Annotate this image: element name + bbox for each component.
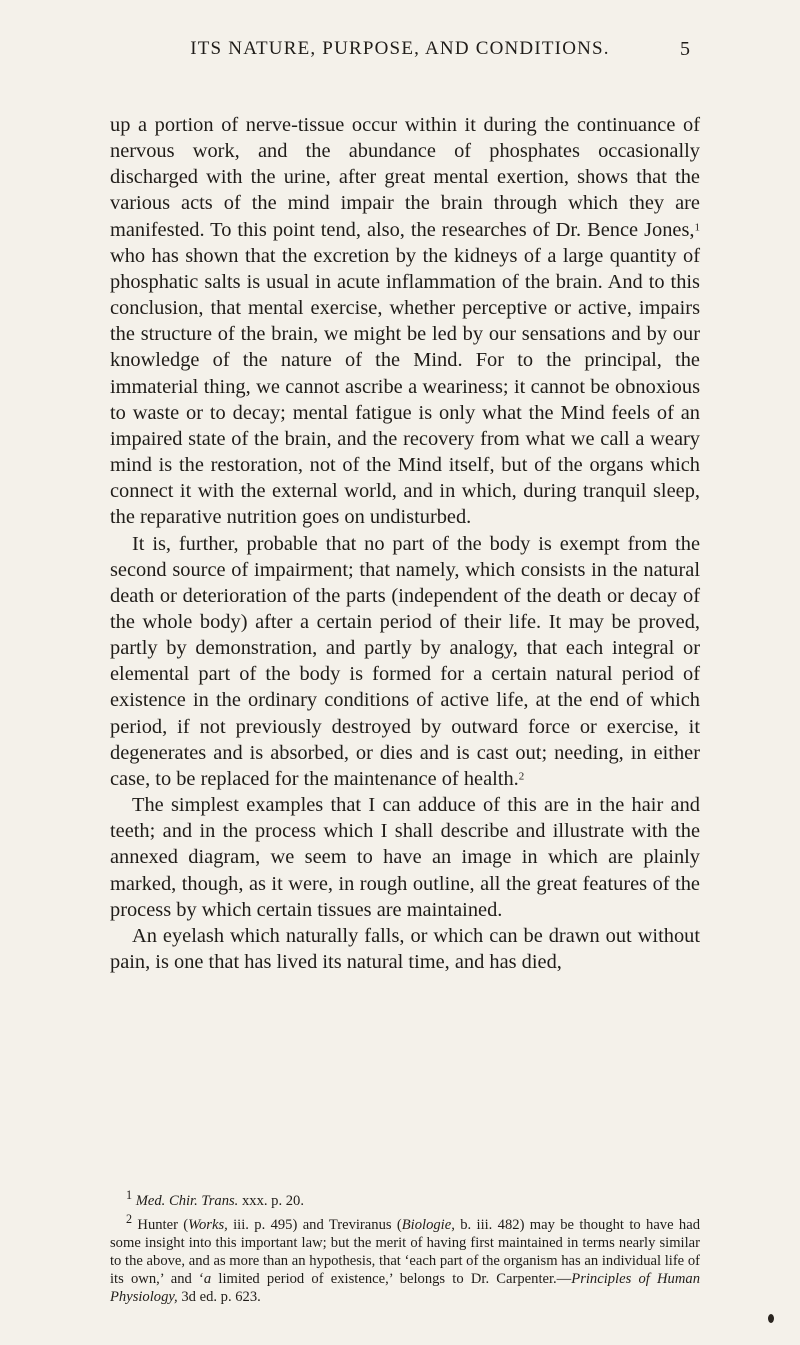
- footnote-2-mark: 2: [126, 1211, 133, 1226]
- paragraph-2: [110, 531, 700, 793]
- paragraph-2-text: It is, further, probable that no part of the body is exempt from the second source of impairment; that namely, which consists in the natural death or deterioration of the parts (independent of the death or decay of the whole body) after a certain period of their life. It may be proved, partly by demonstration, and partly by analogy, that each integral or elemental part of the body is formed for a certain natural period of existence in the ordinary conditions of active life, at the end of which period, if not previously destroyed by outward force or exercise, it degenerates and is absorbed, or dies and is cast out; needing, in either case, to be replaced for the maintenance of health.: [110, 532, 700, 790]
- footnotes: [110, 1186, 700, 1306]
- page-header: [0, 38, 800, 78]
- footnote-ref-2: 2: [518, 770, 525, 783]
- footnote-1-title: Med. Chir. Trans.: [135, 1192, 239, 1209]
- footnote-2-text-4: limited period of existence,’ belongs to Dr. Carpenter.—: [211, 1271, 572, 1288]
- body-text: [110, 112, 700, 975]
- footnote-2-text-3: b. iii. 482) may be thought to have had some insight into this important law; but the merit of having first maintained in terms nearly similar to the above, and as more than an hypothesis, that ‘each part of the organism has an individual life of its own,’ and ‘: [110, 1216, 700, 1288]
- footnote-1-mark: 1: [126, 1188, 133, 1202]
- footnote-2-work-1: Works,: [188, 1216, 228, 1233]
- paragraph-1: [110, 112, 700, 531]
- footnote-2-text-5: 3d ed. p. 623.: [177, 1289, 261, 1306]
- page-number: 5: [680, 38, 690, 60]
- footnote-2: [110, 1210, 700, 1306]
- ink-spot: [768, 1314, 774, 1323]
- footnote-2-italic-a: a: [203, 1271, 212, 1288]
- running-head: ITS NATURE, PURPOSE, AND CONDITIONS.: [190, 38, 610, 59]
- footnote-ref-1: 1: [694, 221, 700, 234]
- footnote-2-work-3: Principles of Human Physiology,: [110, 1271, 700, 1306]
- footnote-2-text-2: iii. p. 495) and Treviranus (: [227, 1216, 402, 1233]
- paragraph-3: The simplest examples that I can adduce of this are in the hair and teeth; and in the process which I shall describe and illustrate with the annexed diagram, we seem to have an image in which are plainly marked, though, as it were, in rough outline, all the great features of the process by which certain tissues are maintained.: [110, 794, 700, 921]
- footnote-1: [110, 1186, 700, 1210]
- footnote-2-text-1: Hunter (: [132, 1216, 189, 1233]
- paragraph-4: An eyelash which naturally falls, or which can be drawn out without pain, is one that has lived its natural time, and has died,: [110, 924, 700, 973]
- footnote-1-text: xxx. p. 20.: [238, 1192, 304, 1209]
- footnote-2-work-2: Biologie,: [401, 1216, 455, 1233]
- paragraph-1-text-a: up a portion of nerve-tissue occur within it during the continuance of nervous work, and the abundance of phosphates occasionally discharged with the urine, after great mental exertion, shows that the various acts of the mind impair the brain through which they are manifested. To this point tend, also, the researches of Dr. Bence Jones,: [110, 114, 700, 241]
- paragraph-1-text-b: who has shown that the excretion by the kidneys of a large quantity of phosphatic salts is usual in acute inflammation of the brain. And to this conclusion, that mental exercise, whether perceptive or active, impairs the structure of the brain, we might be led by our sensations and by our knowledge of the nature of the Mind. For to the principal, the immaterial thing, we cannot ascribe a weariness; it cannot be obnoxious to waste or to decay; mental fatigue is only what the Mind feels of an impaired state of the brain, and the recovery from what we call a weary mind is the restoration, not of the Mind itself, but of the organs which connect it with the external world, and in which, during tranquil sleep, the reparative nutrition goes on undisturbed.: [110, 244, 700, 529]
